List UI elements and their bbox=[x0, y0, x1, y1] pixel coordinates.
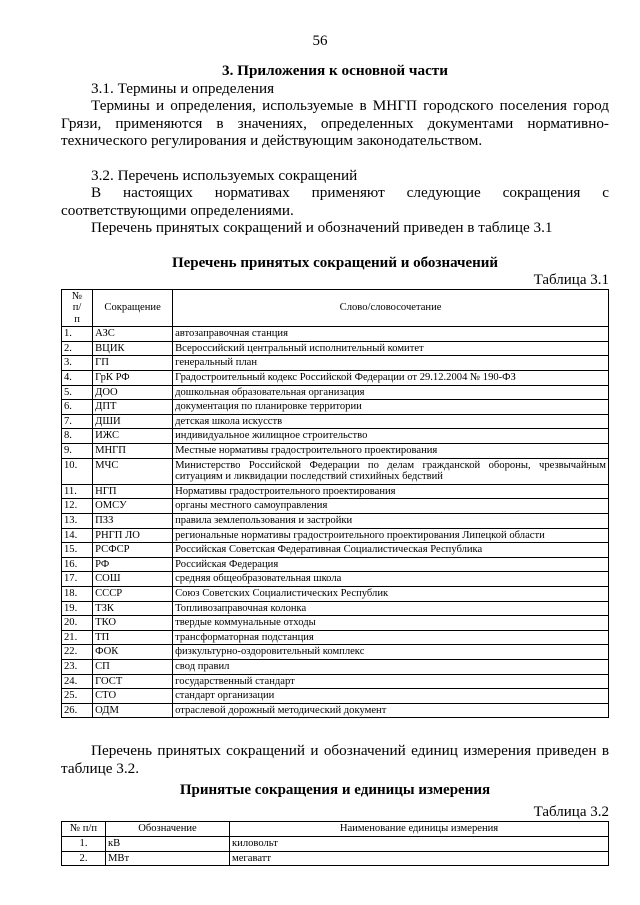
row-description: средняя общеобразовательная школа bbox=[173, 572, 609, 587]
table-row bbox=[62, 645, 609, 660]
row-number: 21. bbox=[62, 630, 93, 645]
row-abbreviation: ДПТ bbox=[93, 400, 173, 415]
row-abbreviation: ДШИ bbox=[93, 414, 173, 429]
row-abbreviation: МВт bbox=[106, 851, 230, 866]
table-row bbox=[62, 703, 609, 718]
table-row bbox=[62, 557, 609, 572]
row-abbreviation: ТП bbox=[93, 630, 173, 645]
section-3-2-title: 3.2. Перечень используемых сокращений bbox=[91, 166, 358, 184]
table-row bbox=[62, 484, 609, 499]
row-description: генеральный план bbox=[173, 356, 609, 371]
row-abbreviation: СССР bbox=[93, 586, 173, 601]
row-description: Министерство Российской Федерации по делам гражданской обороны, чрезвычайным ситуациям и ликвидации последствий стихийных бедствий bbox=[173, 458, 609, 484]
table-3-2-label: Таблица 3.2 bbox=[533, 804, 609, 821]
table-row bbox=[62, 689, 609, 704]
row-abbreviation: СТО bbox=[93, 689, 173, 704]
row-abbreviation: ФОК bbox=[93, 645, 173, 660]
table-row bbox=[62, 341, 609, 356]
row-abbreviation: ОМСУ bbox=[93, 499, 173, 514]
col-header-abbr: Сокращение bbox=[93, 289, 173, 327]
row-description: Союз Советских Социалистических Республик bbox=[173, 586, 609, 601]
row-number: 19. bbox=[62, 601, 93, 616]
row-description: государственный стандарт bbox=[173, 674, 609, 689]
table-header-row bbox=[62, 822, 609, 837]
col-header-num: № п/п bbox=[62, 822, 106, 837]
row-number: 12. bbox=[62, 499, 93, 514]
table-row bbox=[62, 429, 609, 444]
row-description: Нормативы градостроительного проектирования bbox=[173, 484, 609, 499]
table-row bbox=[62, 385, 609, 400]
row-number: 23. bbox=[62, 659, 93, 674]
row-number: 8. bbox=[62, 429, 93, 444]
row-description: документация по планировке территории bbox=[173, 400, 609, 415]
table-row bbox=[62, 400, 609, 415]
row-abbreviation: кВ bbox=[106, 836, 230, 851]
abbreviations-table bbox=[61, 289, 609, 719]
row-number: 7. bbox=[62, 414, 93, 429]
row-number: 5. bbox=[62, 385, 93, 400]
section-number: 3 bbox=[221, 62, 230, 79]
row-number: 2. bbox=[62, 341, 93, 356]
table-row bbox=[62, 601, 609, 616]
row-description: физкультурно-оздоровительный комплекс bbox=[173, 645, 609, 660]
row-description: стандарт организации bbox=[173, 689, 609, 704]
table-row bbox=[62, 499, 609, 514]
table-row bbox=[62, 514, 609, 529]
document-body bbox=[61, 62, 609, 866]
row-number: 25. bbox=[62, 689, 93, 704]
table-3-2-reference: Перечень принятых сокращений и обозначений единиц измерения приведен в таблице 3.2. bbox=[61, 742, 609, 777]
section-heading-text: . Приложения к основной части bbox=[229, 62, 449, 79]
table-row bbox=[62, 356, 609, 371]
section-3-2-body-line2: соответствующими определениями. bbox=[61, 201, 294, 219]
row-description: дошкольная образовательная организация bbox=[173, 385, 609, 400]
row-number: 2. bbox=[62, 851, 106, 866]
row-number: 18. bbox=[62, 586, 93, 601]
row-abbreviation: РФ bbox=[93, 557, 173, 572]
table-row bbox=[62, 458, 609, 484]
row-number: 4. bbox=[62, 371, 93, 386]
row-abbreviation: МЧС bbox=[93, 458, 173, 484]
row-description: свод правил bbox=[173, 659, 609, 674]
table-3-1-reference: Перечень принятых сокращений и обозначений приведен в таблице 3.1 bbox=[91, 219, 553, 236]
row-description: Градостроительный кодекс Российской Федерации от 29.12.2004 № 190-ФЗ bbox=[173, 371, 609, 386]
row-number: 9. bbox=[62, 444, 93, 459]
row-number: 14. bbox=[62, 528, 93, 543]
table-3-1-title: Перечень принятых сокращений и обозначений bbox=[171, 254, 499, 271]
row-number: 10. bbox=[62, 458, 93, 484]
row-abbreviation: ИЖС bbox=[93, 429, 173, 444]
row-number: 1. bbox=[62, 836, 106, 851]
row-abbreviation: ДОО bbox=[93, 385, 173, 400]
table-3-2-title: Принятые сокращения и единицы измерения bbox=[179, 782, 491, 799]
table-row bbox=[62, 616, 609, 631]
row-abbreviation: МНГП bbox=[93, 444, 173, 459]
row-number: 13. bbox=[62, 514, 93, 529]
table-row bbox=[62, 851, 609, 866]
row-description: индивидуальное жилищное строительство bbox=[173, 429, 609, 444]
row-abbreviation: РНГП ЛО bbox=[93, 528, 173, 543]
row-abbreviation: ГОСТ bbox=[93, 674, 173, 689]
row-description: детская школа искусств bbox=[173, 414, 609, 429]
col-header-num: № п/п bbox=[62, 289, 93, 327]
row-abbreviation: СОШ bbox=[93, 572, 173, 587]
table-row bbox=[62, 836, 609, 851]
row-description: отраслевой дорожный методический документ bbox=[173, 703, 609, 718]
table-row bbox=[62, 327, 609, 342]
table-row bbox=[62, 586, 609, 601]
table-row bbox=[62, 371, 609, 386]
row-description: органы местного самоуправления bbox=[173, 499, 609, 514]
table-header-row bbox=[62, 289, 609, 327]
table-row bbox=[62, 572, 609, 587]
row-number: 24. bbox=[62, 674, 93, 689]
row-number: 15. bbox=[62, 543, 93, 558]
table-row bbox=[62, 414, 609, 429]
row-number: 3. bbox=[62, 356, 93, 371]
col-header-symbol: Обозначение bbox=[106, 822, 230, 837]
col-header-phrase: Слово/словосочетание bbox=[173, 289, 609, 327]
row-description: Топливозаправочная колонка bbox=[173, 601, 609, 616]
row-abbreviation: РСФСР bbox=[93, 543, 173, 558]
row-description: Российская Советская Федеративная Социалистическая Республика bbox=[173, 543, 609, 558]
table-row bbox=[62, 543, 609, 558]
row-description: Местные нормативы градостроительного проектирования bbox=[173, 444, 609, 459]
row-abbreviation: СП bbox=[93, 659, 173, 674]
row-number: 26. bbox=[62, 703, 93, 718]
row-abbreviation: ТКО bbox=[93, 616, 173, 631]
row-description: автозаправочная станция bbox=[173, 327, 609, 342]
table-row bbox=[62, 659, 609, 674]
units-table bbox=[61, 821, 609, 866]
row-abbreviation: ГрК РФ bbox=[93, 371, 173, 386]
row-description: трансформаторная подстанция bbox=[173, 630, 609, 645]
row-description: твердые коммунальные отходы bbox=[173, 616, 609, 631]
row-description: Российская Федерация bbox=[173, 557, 609, 572]
row-abbreviation: ПЗЗ bbox=[93, 514, 173, 529]
row-abbreviation: ОДМ bbox=[93, 703, 173, 718]
section-3-1-title: 3.1. Термины и определения bbox=[91, 79, 275, 97]
row-number: 20. bbox=[62, 616, 93, 631]
row-description: мегаватт bbox=[230, 851, 609, 866]
section-heading bbox=[61, 62, 609, 80]
table-row bbox=[62, 630, 609, 645]
row-number: 1. bbox=[62, 327, 93, 342]
row-number: 17. bbox=[62, 572, 93, 587]
table-3-1-label: Таблица 3.1 bbox=[533, 271, 609, 288]
section-3-2-body-line1: В настоящих нормативах применяют следующие сокращения с bbox=[91, 184, 609, 201]
row-abbreviation: ВЦИК bbox=[93, 341, 173, 356]
row-abbreviation: ТЗК bbox=[93, 601, 173, 616]
row-abbreviation: АЗС bbox=[93, 327, 173, 342]
row-abbreviation: НГП bbox=[93, 484, 173, 499]
row-description: киловольт bbox=[230, 836, 609, 851]
table-row bbox=[62, 674, 609, 689]
table-row bbox=[62, 444, 609, 459]
page-number: 56 bbox=[312, 33, 328, 49]
row-description: региональные нормативы градостроительного проектирования Липецкой области bbox=[173, 528, 609, 543]
row-number: 11. bbox=[62, 484, 93, 499]
col-header-unit-name: Наименование единицы измерения bbox=[230, 822, 609, 837]
table-row bbox=[62, 528, 609, 543]
row-abbreviation: ГП bbox=[93, 356, 173, 371]
section-3-1-body: Термины и определения, используемые в МНГП городского поселения город Грязи, применяются в значениях, определенных документами нормативно-технического регулирования и действующим законодательством. bbox=[61, 97, 609, 149]
row-number: 16. bbox=[62, 557, 93, 572]
row-description: правила землепользования и застройки bbox=[173, 514, 609, 529]
row-number: 6. bbox=[62, 400, 93, 415]
row-description: Всероссийский центральный исполнительный комитет bbox=[173, 341, 609, 356]
row-number: 22. bbox=[62, 645, 93, 660]
